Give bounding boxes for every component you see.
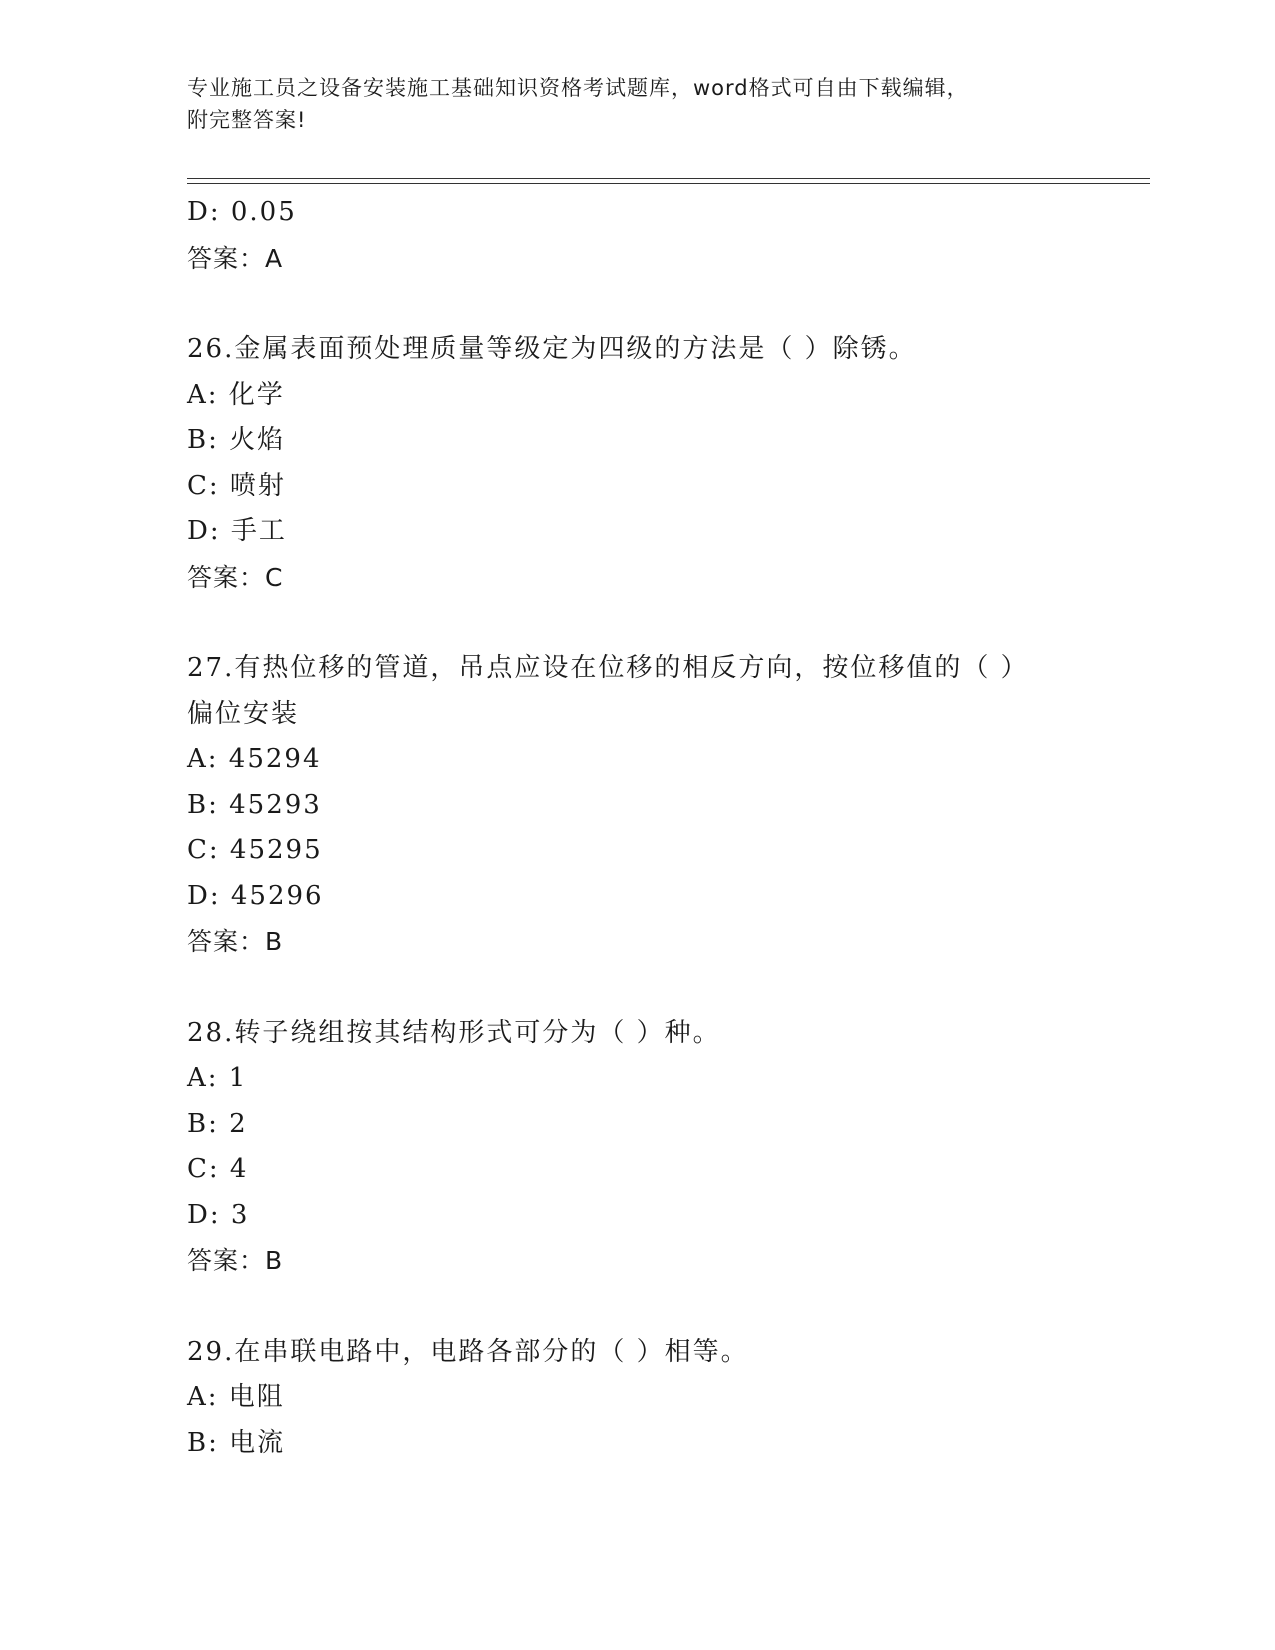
question-text: 29.在串联电路中，电路各部分的（ ）相等。 [187,1336,749,1367]
option-c: C: 45295 [187,835,323,865]
option-d: D: 3 [187,1199,250,1230]
header-line-1: 专业施工员之设备安装施工基础知识资格考试题库，word格式可自由下载编辑， [187,76,969,100]
option-a: A: 45294 [187,744,322,774]
header-divider-bottom [187,183,1150,184]
option-b: B: 45293 [187,789,322,820]
question-text-continued: 偏位安装 [187,698,300,729]
option-a: A: 1 [187,1063,248,1093]
option-d: D: 手工 [187,516,287,546]
option-b: B: 2 [187,1108,248,1139]
question-text: 28.转子绕组按其结构形式可分为（ ）种。 [187,1017,721,1048]
header-divider-top [187,178,1150,179]
option-c: C: 4 [187,1154,249,1184]
option-c: C: 喷射 [187,470,286,501]
document-header [187,72,1067,136]
option-a: A: 化学 [187,379,285,410]
question-29 [187,1330,1147,1467]
question-28 [187,1011,1147,1284]
question-list [187,190,1147,1466]
option-b: B: 电流 [187,1427,286,1458]
answer-line: 答案：C [187,562,284,592]
option-d: D: 0.05 [187,197,297,227]
header-line-2: 附完整答案! [187,108,307,132]
answer-line: 答案：B [187,927,284,956]
option-b: B: 火焰 [187,425,286,455]
question-27 [187,646,1147,965]
option-d: D: 45296 [187,880,324,911]
answer-line: 答案：A [187,243,284,273]
option-a: A: 电阻 [187,1382,285,1412]
question-text: 27.有热位移的管道，吊点应设在位移的相反方向，按位移值的（ ） [187,653,1029,683]
question-text: 26.金属表面预处理质量等级定为四级的方法是（ ）除锈。 [187,334,917,364]
question-26 [187,327,1147,600]
answer-line: 答案：B [187,1246,284,1275]
